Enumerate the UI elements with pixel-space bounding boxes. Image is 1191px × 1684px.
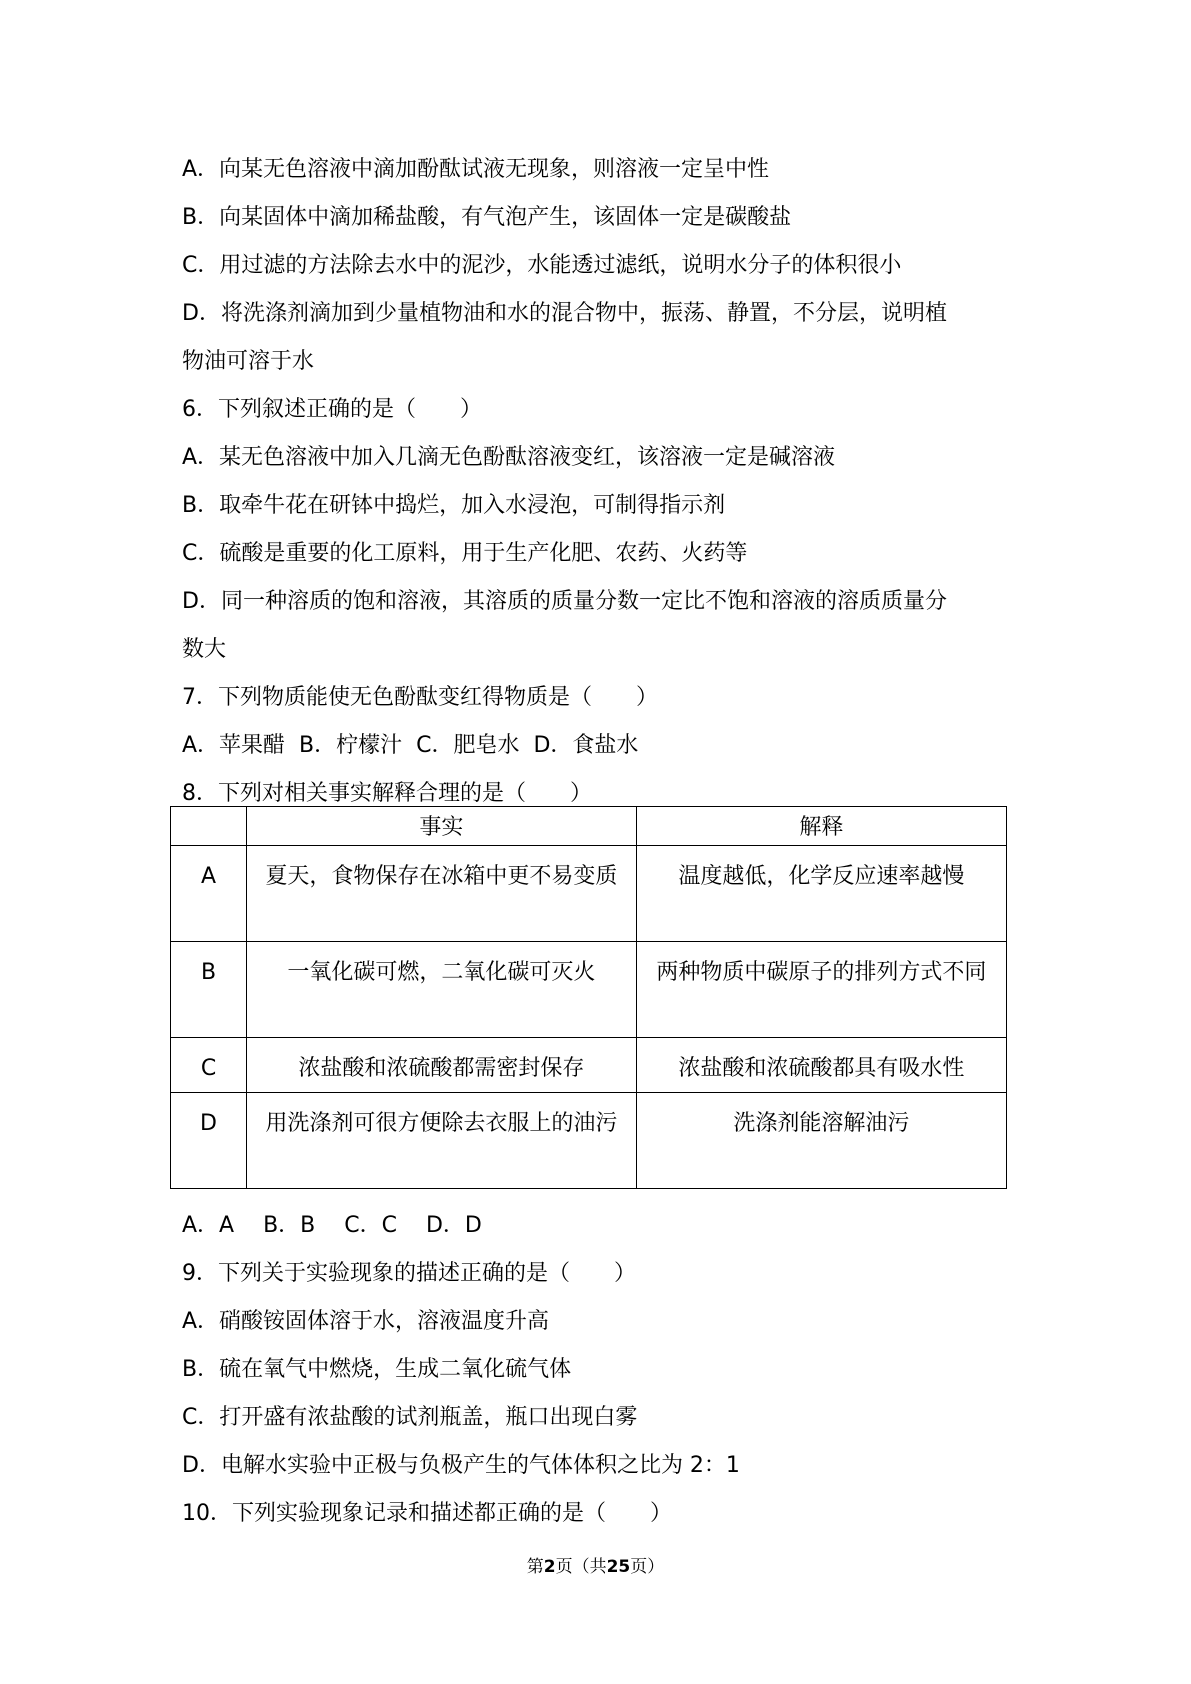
row-label: D: [171, 1093, 247, 1189]
q6-option-d: D．同一种溶质的饱和溶液，其溶质的质量分数一定比不饱和溶液的溶质质量分: [182, 589, 947, 614]
q5-option-b: B．向某固体中滴加稀盐酸，有气泡产生，该固体一定是碳酸盐: [182, 205, 792, 230]
q8-stem: 8．下列对相关事实解释合理的是（ ）: [182, 781, 592, 806]
q9-stem: 9．下列关于实验现象的描述正确的是（ ）: [182, 1261, 636, 1286]
row-label: B: [171, 942, 247, 1038]
q9-option-a: A．硝酸铵固体溶于水，溶液温度升高: [182, 1309, 550, 1334]
row-fact: 一氧化碳可燃，二氧化碳可灭火: [247, 942, 637, 1038]
q6-option-d-cont: 数大: [182, 637, 227, 662]
footer-total-pages: 25: [606, 1557, 631, 1577]
table-header-row: [171, 807, 1007, 846]
row-label: C: [171, 1038, 247, 1093]
page-footer: [0, 1552, 1191, 1577]
row-explanation: 浓盐酸和浓硫酸都具有吸水性: [636, 1038, 1006, 1093]
row-explanation: 温度越低，化学反应速率越慢: [636, 846, 1006, 942]
q6-option-c: C．硫酸是重要的化工原料，用于生产化肥、农药、火药等: [182, 541, 748, 566]
row-explanation: 洗涤剂能溶解油污: [636, 1093, 1006, 1189]
q10-stem: 10．下列实验现象记录和描述都正确的是（ ）: [182, 1501, 672, 1526]
table-row: [171, 942, 1007, 1038]
q7-options: A．苹果醋 B．柠檬汁 C．肥皂水 D．食盐水: [182, 733, 639, 758]
footer-prefix: 第: [526, 1557, 544, 1577]
q6-option-a: A．某无色溶液中加入几滴无色酚酞溶液变红，该溶液一定是碱溶液: [182, 445, 836, 470]
q5-option-c: C．用过滤的方法除去水中的泥沙，水能透过滤纸，说明水分子的体积很小: [182, 253, 902, 278]
q8-table: [170, 806, 1007, 1189]
row-label: A: [171, 846, 247, 942]
q9-option-d: D．电解水实验中正极与负极产生的气体体积之比为 2：1: [182, 1453, 740, 1478]
table-header-label: [171, 807, 247, 846]
q8-options: A．A B．B C．C D．D: [182, 1213, 482, 1238]
q7-stem: 7．下列物质能使无色酚酞变红得物质是（ ）: [182, 685, 658, 710]
table-row: [171, 846, 1007, 942]
footer-page-number: 2: [543, 1557, 556, 1577]
row-fact: 用洗涤剂可很方便除去衣服上的油污: [247, 1093, 637, 1189]
table-header-fact: 事实: [247, 807, 637, 846]
q5-option-d: D．将洗涤剂滴加到少量植物油和水的混合物中，振荡、静置，不分层，说明植: [182, 301, 947, 326]
row-explanation: 两种物质中碳原子的排列方式不同: [636, 942, 1006, 1038]
table-row: [171, 1093, 1007, 1189]
row-fact: 浓盐酸和浓硫酸都需密封保存: [247, 1038, 637, 1093]
q5-option-d-cont: 物油可溶于水: [182, 349, 315, 374]
q6-option-b: B．取牵牛花在研钵中捣烂，加入水浸泡，可制得指示剂: [182, 493, 726, 518]
table-header-explanation: 解释: [636, 807, 1006, 846]
q5-option-a: A．向某无色溶液中滴加酚酞试液无现象，则溶液一定呈中性: [182, 157, 770, 182]
q9-option-c: C．打开盛有浓盐酸的试剂瓶盖，瓶口出现白雾: [182, 1405, 638, 1430]
footer-middle: 页（共: [555, 1557, 607, 1577]
q9-option-b: B．硫在氧气中燃烧，生成二氧化硫气体: [182, 1357, 572, 1382]
q6-stem: 6．下列叙述正确的是（ ）: [182, 397, 482, 422]
table-row: [171, 1038, 1007, 1093]
row-fact: 夏天，食物保存在冰箱中更不易变质: [247, 846, 637, 942]
footer-suffix: 页）: [630, 1557, 665, 1577]
